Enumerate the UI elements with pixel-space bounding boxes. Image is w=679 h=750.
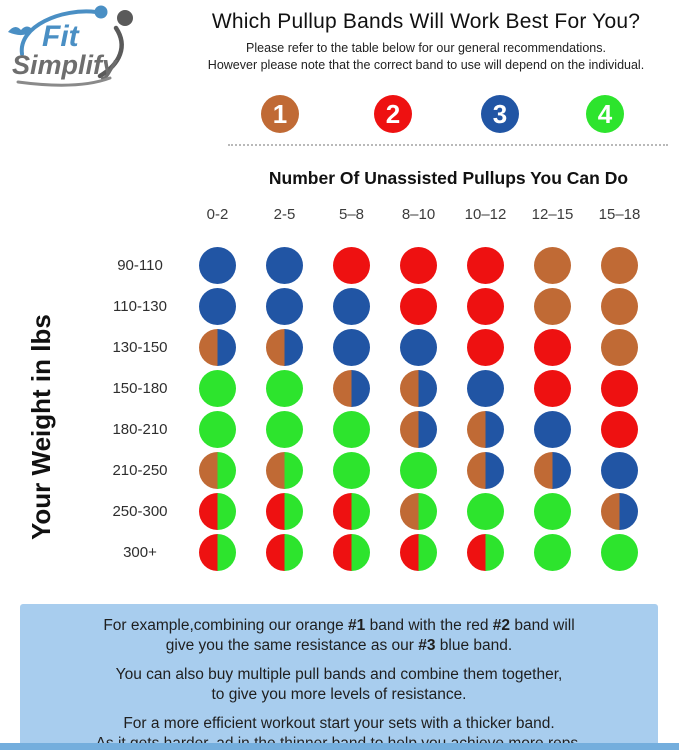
logo-word-simplify: Simplify	[12, 50, 118, 80]
matrix-cell	[184, 247, 251, 284]
note-text: blue band.	[435, 637, 513, 655]
band-circle-red-green	[400, 534, 437, 571]
page-subtitle	[175, 40, 677, 74]
table-row	[96, 327, 653, 368]
page-title: Which Pullup Bands Will Work Best For You?	[211, 10, 641, 33]
weight-range-label: 300+	[123, 544, 157, 561]
logo-blue-head	[95, 6, 108, 19]
band-circle-orange-blue	[266, 329, 303, 366]
band-number: 4	[597, 99, 613, 129]
table-row	[96, 491, 653, 532]
band-circle-green	[467, 493, 504, 530]
matrix-cell	[251, 247, 318, 284]
band-circle-red	[601, 411, 638, 448]
band-circle-red	[534, 329, 571, 366]
band-circle-orange	[601, 247, 638, 284]
matrix-cell	[251, 493, 318, 530]
band-circle-red	[467, 247, 504, 284]
pullup-range-header: 8–10	[401, 206, 436, 223]
bottom-accent-bar	[0, 743, 679, 750]
note-text: For example,combining our orange	[103, 617, 349, 634]
band-circle-orange-green	[199, 452, 236, 489]
matrix-cell	[586, 329, 653, 366]
matrix-cell	[184, 452, 251, 489]
band-circle-red	[333, 247, 370, 284]
band-circle-red	[601, 370, 638, 407]
matrix-cell	[452, 493, 519, 530]
band-circle-green	[601, 534, 638, 571]
band-circle-green	[199, 370, 236, 407]
matrix-cell	[385, 534, 452, 571]
band-circle-red-green	[333, 534, 370, 571]
matrix-cell	[318, 493, 385, 530]
band-circle-blue	[400, 329, 437, 366]
band-circle-blue	[333, 329, 370, 366]
band-number: 3	[492, 99, 508, 129]
matrix-cell	[452, 288, 519, 325]
matrix-cell	[318, 329, 385, 366]
band-circle-blue	[266, 247, 303, 284]
matrix-cell	[184, 329, 251, 366]
matrix-cell	[184, 493, 251, 530]
matrix-cell	[519, 534, 586, 571]
pullup-range-header: 2-5	[273, 206, 296, 223]
matrix-cell	[318, 370, 385, 407]
note-text: You can also buy multiple pull bands and combine them together,	[115, 665, 563, 683]
subtitle-line-2: However please note that the correct band to use will depend on the individual.	[207, 57, 645, 72]
matrix-cell	[586, 411, 653, 448]
band-3-ref: #3	[418, 637, 436, 655]
header	[175, 10, 677, 74]
pullup-range-header: 12–15	[531, 206, 574, 223]
matrix-cell	[519, 288, 586, 325]
band-circle-red	[467, 329, 504, 366]
matrix-cell	[519, 247, 586, 284]
note-paragraph-3: For a more efficient workout start your sets with a thicker band.	[123, 714, 555, 732]
matrix-cell	[251, 452, 318, 489]
band-circle-red-green	[199, 493, 236, 530]
band-circle-orange	[601, 329, 638, 366]
band-circle-orange-blue	[467, 411, 504, 448]
band-circle-blue	[199, 288, 236, 325]
band-1-ref: #1	[348, 617, 366, 634]
band-circle-orange-green	[266, 452, 303, 489]
band-circle-orange-blue	[333, 370, 370, 407]
matrix-cell	[318, 411, 385, 448]
note-text: band with the red	[365, 617, 493, 634]
note-box	[20, 604, 658, 750]
band-4-badge	[586, 95, 624, 133]
matrix-cell	[586, 288, 653, 325]
matrix-cell	[452, 411, 519, 448]
matrix-cell	[452, 329, 519, 366]
table-row	[96, 409, 653, 450]
matrix-cell	[586, 534, 653, 571]
band-circle-green	[534, 493, 571, 530]
matrix-cell	[385, 329, 452, 366]
matrix-cell	[586, 493, 653, 530]
matrix-cell	[184, 411, 251, 448]
matrix-cell	[385, 288, 452, 325]
matrix-cell	[519, 329, 586, 366]
band-circle-orange	[534, 288, 571, 325]
band-circle-blue	[467, 370, 504, 407]
note-paragraph-1	[20, 616, 658, 657]
band-circle-red	[467, 288, 504, 325]
note-text: give you the same resistance as our	[165, 637, 419, 655]
band-circle-orange-blue	[534, 452, 571, 489]
band-circle-green	[333, 411, 370, 448]
band-circle-orange	[601, 288, 638, 325]
weight-range-label: 180-210	[112, 421, 168, 438]
matrix-cell	[385, 452, 452, 489]
matrix-cell	[519, 493, 586, 530]
logo-gray-head	[117, 10, 133, 26]
dotted-divider	[228, 144, 668, 146]
band-circle-blue	[601, 452, 638, 489]
pullup-range-header: 10–12	[464, 206, 507, 223]
matrix-cell	[184, 288, 251, 325]
matrix-cell	[385, 247, 452, 284]
matrix-cell	[586, 452, 653, 489]
band-circle-orange-green	[400, 493, 437, 530]
band-circle-orange-blue	[467, 452, 504, 489]
note-paragraph-2	[20, 665, 658, 706]
pullup-range-headers	[184, 206, 653, 223]
table-row	[96, 532, 653, 573]
band-circle-orange-blue	[601, 493, 638, 530]
band-circle-green	[333, 452, 370, 489]
matrix-cell	[385, 493, 452, 530]
matrix-cell	[184, 534, 251, 571]
matrix-cell	[586, 247, 653, 284]
band-circle-green	[199, 411, 236, 448]
band-circle-orange-blue	[199, 329, 236, 366]
weight-axis-label: Your Weight in lbs	[26, 314, 56, 540]
matrix-cell	[519, 411, 586, 448]
band-circle-red-green	[199, 534, 236, 571]
band-circle-red-green	[333, 493, 370, 530]
band-circle-blue	[333, 288, 370, 325]
pullup-range-header: 5–8	[338, 206, 365, 223]
band-circle-blue	[534, 411, 571, 448]
band-1-badge	[261, 95, 299, 133]
matrix-cell	[318, 288, 385, 325]
table-row	[96, 368, 653, 409]
band-number: 1	[272, 99, 288, 129]
pullup-range-header: 0-2	[206, 206, 229, 223]
band-circle-orange	[534, 247, 571, 284]
matrix-cell	[452, 247, 519, 284]
matrix-cell	[385, 411, 452, 448]
matrix-cell	[318, 452, 385, 489]
subtitle-line-1: Please refer to the table below for our general recommendations.	[246, 41, 606, 55]
matrix-cell	[385, 370, 452, 407]
matrix-cell	[452, 452, 519, 489]
band-matrix	[96, 245, 653, 573]
table-row	[96, 245, 653, 286]
table-row	[96, 450, 653, 491]
band-circle-red-green	[266, 493, 303, 530]
band-circle-red	[534, 370, 571, 407]
band-circle-green	[400, 452, 437, 489]
band-circle-blue	[266, 288, 303, 325]
weight-range-label: 90-110	[117, 257, 163, 274]
band-3-badge	[481, 95, 519, 133]
band-circle-red	[400, 247, 437, 284]
band-2-ref: #2	[492, 617, 511, 634]
weight-range-label: 150-180	[112, 380, 168, 397]
band-circle-blue	[199, 247, 236, 284]
band-number: 2	[385, 99, 401, 129]
matrix-cell	[251, 329, 318, 366]
matrix-cell	[251, 534, 318, 571]
matrix-title: Number Of Unassisted Pullups You Can Do	[268, 168, 629, 188]
matrix-cell	[251, 411, 318, 448]
band-circle-orange-blue	[400, 411, 437, 448]
band-circle-orange-blue	[400, 370, 437, 407]
note-text: band will	[510, 617, 575, 634]
band-circle-green	[266, 370, 303, 407]
band-2-badge	[374, 95, 412, 133]
matrix-cell	[452, 534, 519, 571]
fit-simplify-logo	[4, 2, 164, 88]
matrix-cell	[251, 370, 318, 407]
band-circle-red-green	[266, 534, 303, 571]
band-circle-red-green	[467, 534, 504, 571]
weight-range-label: 130-150	[112, 339, 168, 356]
matrix-cell	[586, 370, 653, 407]
weight-range-label: 250-300	[112, 503, 168, 520]
matrix-cell	[519, 370, 586, 407]
matrix-cell	[318, 534, 385, 571]
band-circle-green	[534, 534, 571, 571]
logo-word-fit: Fit	[42, 20, 79, 53]
matrix-cell	[318, 247, 385, 284]
matrix-cell	[519, 452, 586, 489]
table-row	[96, 286, 653, 327]
matrix-cell	[251, 288, 318, 325]
matrix-cell	[184, 370, 251, 407]
pullup-range-header: 15–18	[598, 206, 641, 223]
matrix-cell	[452, 370, 519, 407]
weight-range-label: 110-130	[113, 298, 167, 315]
band-circle-green	[266, 411, 303, 448]
weight-range-label: 210-250	[112, 462, 168, 479]
note-text: to give you more levels of resistance.	[211, 686, 467, 704]
band-circle-red	[400, 288, 437, 325]
